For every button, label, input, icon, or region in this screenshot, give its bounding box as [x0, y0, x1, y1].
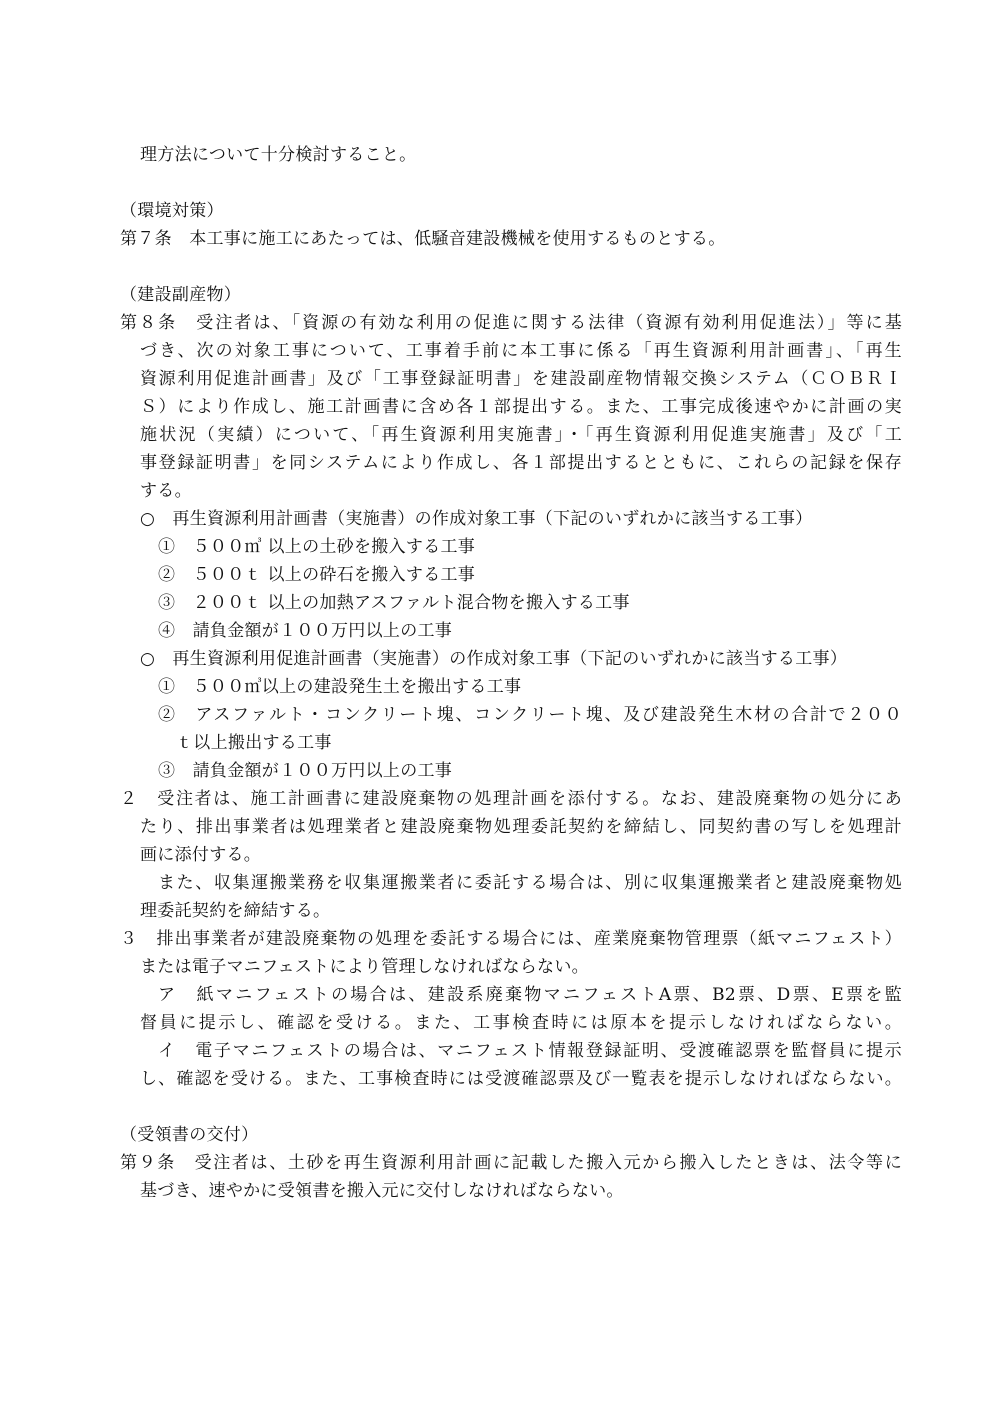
list-item: ④ 請負金額が１００万円以上の工事: [158, 621, 453, 641]
article-8-line: Ｓ）により作成し、施工計画書に含め各１部提出する。また、工事完成後速やかに計画の実: [140, 397, 902, 417]
section-heading-receipt: （受領書の交付）: [120, 1125, 259, 1145]
list-item-continuation: ｔ以上搬出する工事: [176, 733, 332, 753]
article-9-line: 基づき、速やかに受領書を搬入元に交付しなければならない。: [140, 1181, 624, 1201]
paragraph-2-line: たり、排出事業者は処理業者と建設廃棄物処理委託契約を締結し、同契約書の写しを処理計: [140, 817, 902, 837]
paragraph-3-item-i: し、確認を受ける。また、工事検査時には受渡確認票及び一覧表を提示しなければならない。: [140, 1069, 902, 1089]
paragraph-3-line: または電子マニフェストにより管理しなければならない。: [140, 957, 589, 977]
article-9-line: 第９条 受注者は、土砂を再生資源利用計画に記載した搬入元から搬入したときは、法令等に: [120, 1153, 902, 1173]
article-8-line: 施状況（実績）について、「再生資源利用実施書」・「再生資源利用促進実施書」及び「工: [140, 425, 902, 445]
list-item: ② ５００ｔ 以上の砕石を搬入する工事: [158, 565, 476, 585]
list-item: ③ ２００ｔ 以上の加熱アスファルト混合物を搬入する工事: [158, 593, 630, 613]
article-8-line: づき、次の対象工事について、工事着手前に本工事に係る「再生資源利用計画書」、「再生: [140, 341, 902, 361]
paragraph-3-item-i: イ 電子マニフェストの場合は、マニフェスト情報登録証明、受渡確認票を監督員に提示: [158, 1041, 902, 1061]
list-item: ① ５００㎥ 以上の土砂を搬入する工事: [158, 537, 476, 557]
paragraph-3-item-a: 督員に提示し、確認を受ける。また、工事検査時には原本を提示しなければならない。: [140, 1013, 902, 1033]
paragraph-2-line: 画に添付する。: [140, 845, 262, 865]
paragraph-3-item-a: ア 紙マニフェストの場合は、建設系廃棄物マニフェストA票、B2票、D票、E票を監: [158, 985, 902, 1005]
list-item: ① ５００㎥以上の建設発生土を搬出する工事: [158, 677, 522, 697]
article-7: 第７条 本工事に施工にあたっては、低騒音建設機械を使用するものとする。: [120, 229, 726, 249]
paragraph-2-line: また、収集運搬業務を収集運搬業者に委託する場合は、別に収集運搬業者と建設廃棄物処: [158, 873, 902, 893]
article-8-line: する。: [140, 481, 192, 501]
list-heading-promotion-plan: ○ 再生資源利用促進計画書（実施書）の作成対象工事（下記のいずれかに該当する工事）: [140, 649, 848, 669]
list-item: ③ 請負金額が１００万円以上の工事: [158, 761, 453, 781]
section-heading-environment: （環境対策）: [120, 201, 224, 221]
section-heading-byproducts: （建設副産物）: [120, 285, 242, 305]
list-heading-usage-plan: ○ 再生資源利用計画書（実施書）の作成対象工事（下記のいずれかに該当する工事）: [140, 509, 813, 529]
paragraph-3-line: ３ 排出事業者が建設廃棄物の処理を委託する場合には、産業廃棄物管理票（紙マニフェスト）: [120, 929, 902, 949]
article-8-line: 事登録証明書」を同システムにより作成し、各１部提出するとともに、これらの記録を保存: [140, 453, 902, 473]
continuation-line: 理方法について十分検討すること。: [140, 145, 417, 165]
paragraph-2-line: 理委託契約を締結する。: [140, 901, 331, 921]
article-8-line: 第８条 受注者は、「資源の有効な利用の促進に関する法律（資源有効利用促進法）」等に基: [120, 313, 902, 333]
list-item: ② アスファルト・コンクリート塊、コンクリート塊、及び建設発生木材の合計で２００: [158, 705, 902, 725]
paragraph-2-line: ２ 受注者は、施工計画書に建設廃棄物の処理計画を添付する。なお、建設廃棄物の処分にあ: [120, 789, 902, 809]
article-8-line: 資源利用促進計画書」及び「工事登録証明書」を建設副産物情報交換システム（ＣＯＢＲＩ: [140, 369, 902, 389]
